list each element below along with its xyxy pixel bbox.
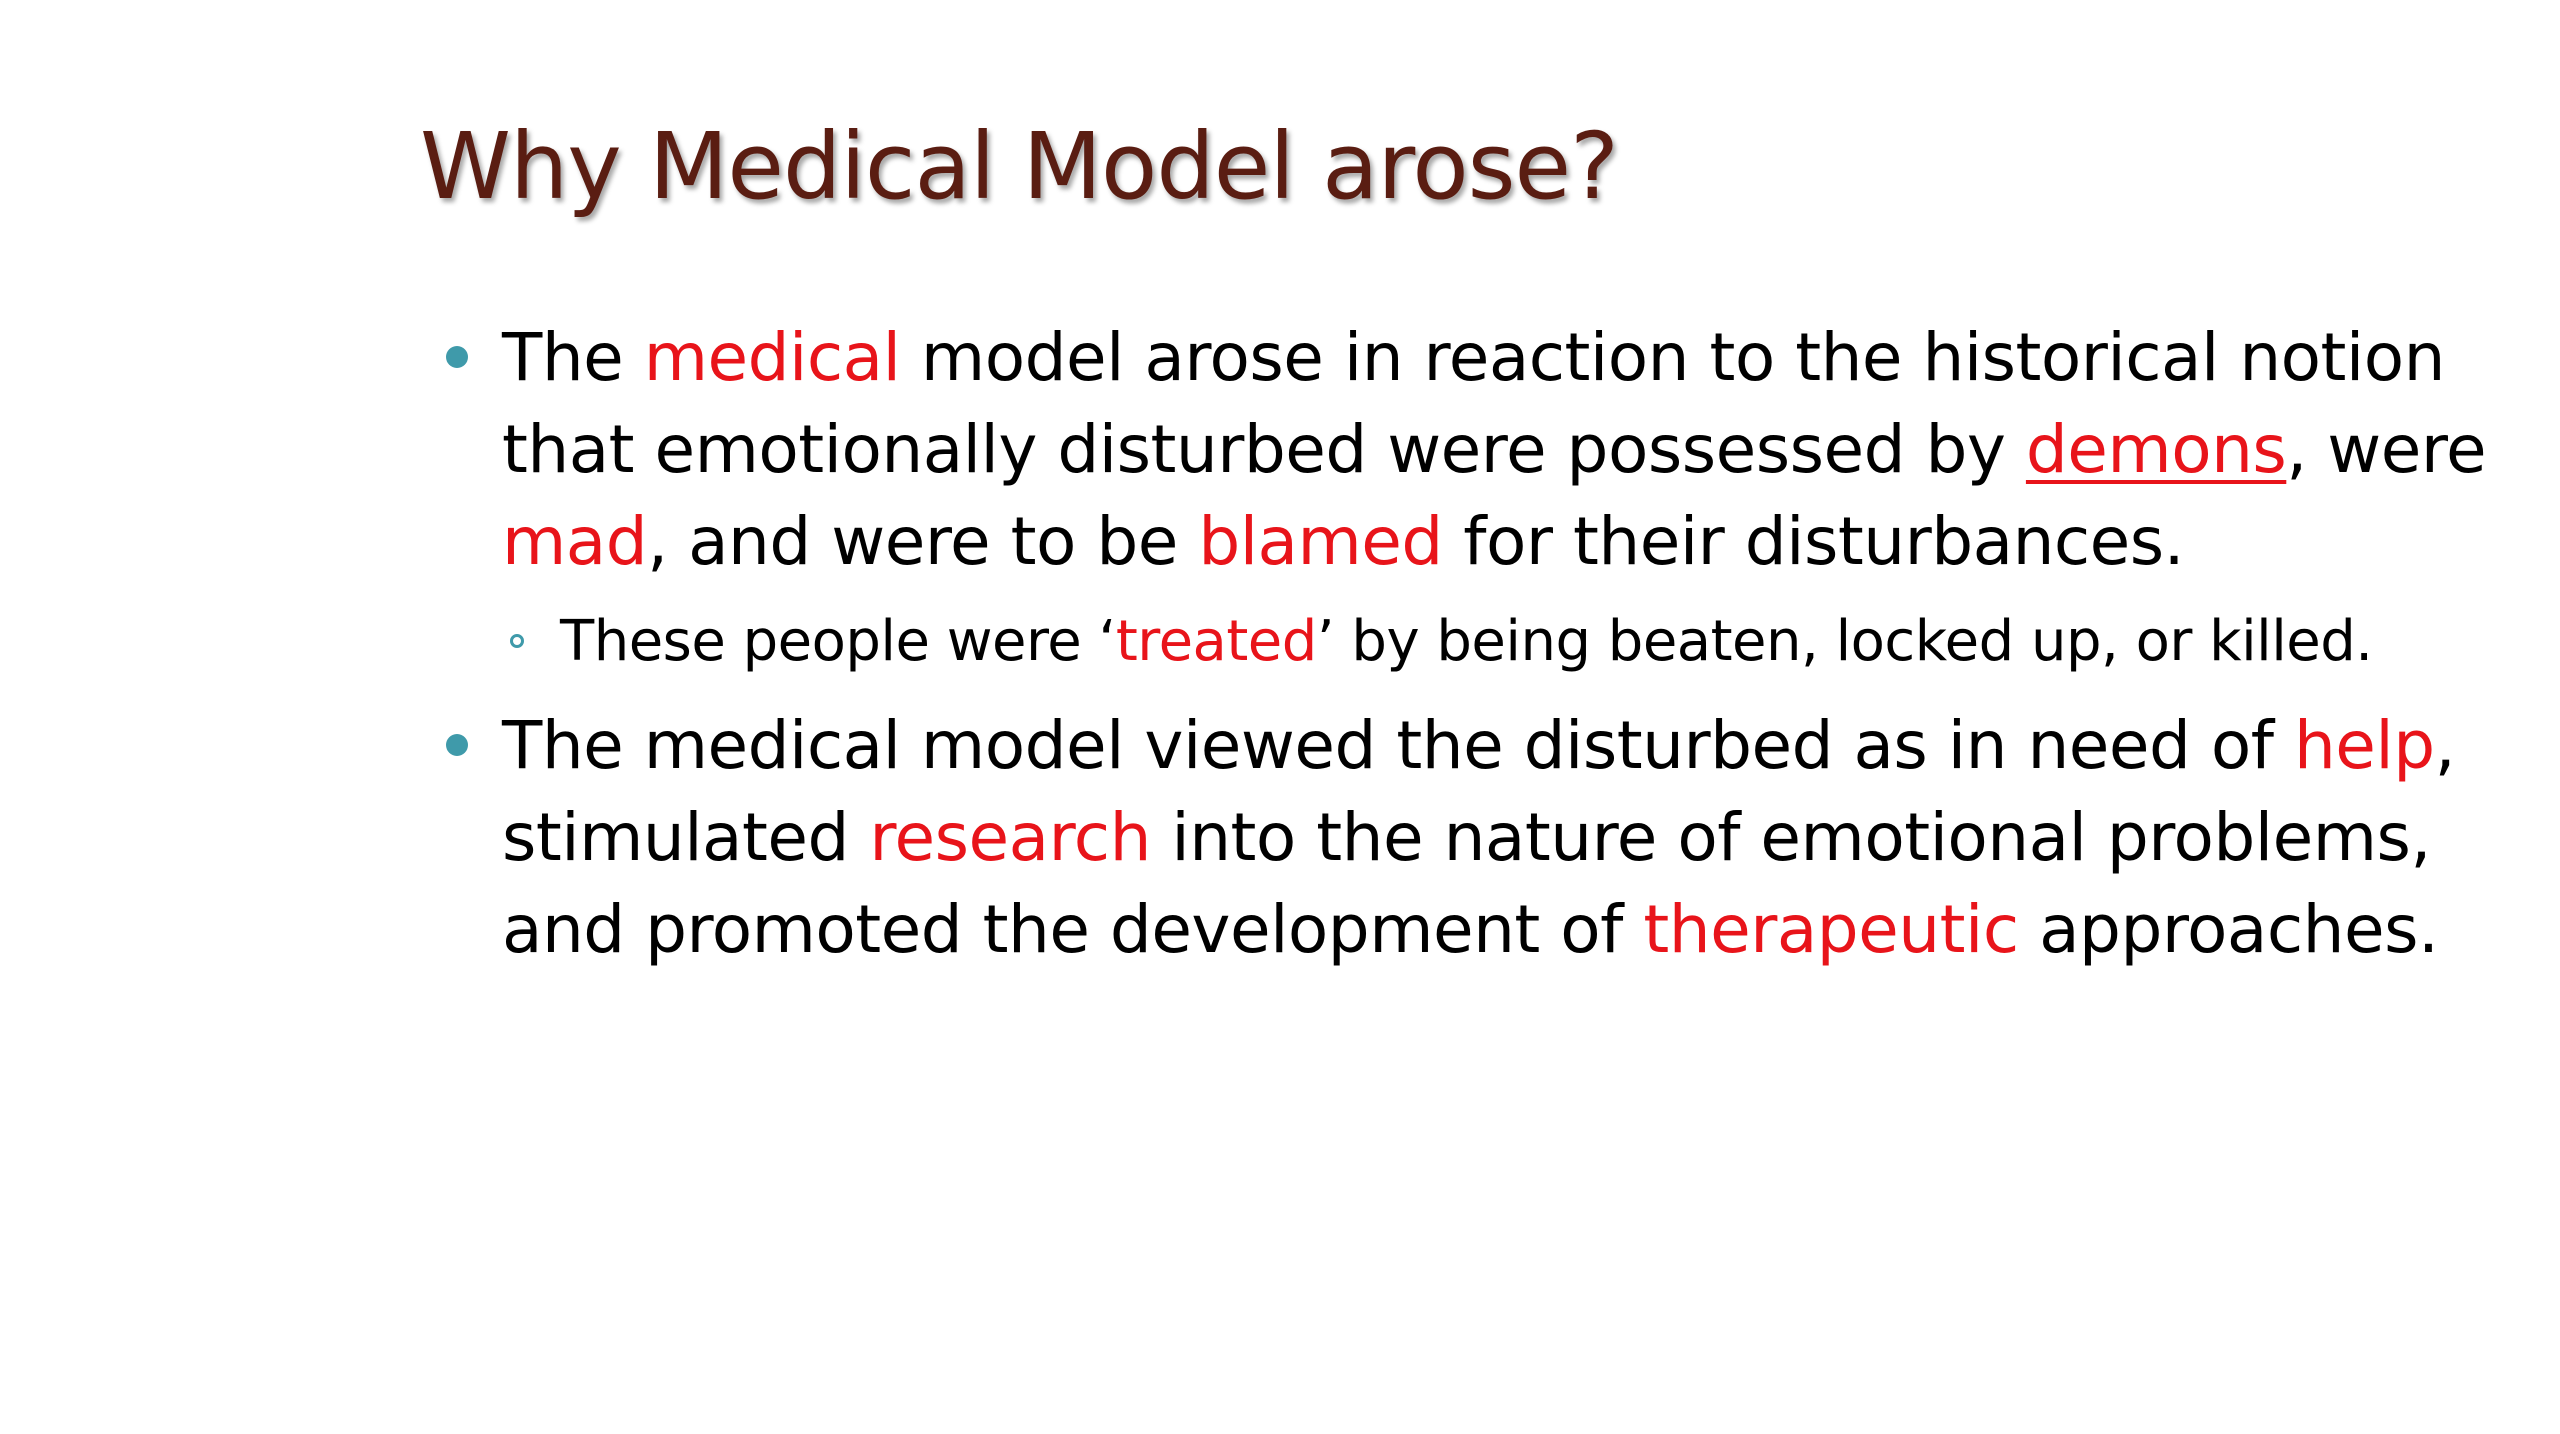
bullet-item-1	[440, 312, 2520, 588]
highlight-help: help	[2293, 707, 2435, 784]
text: The	[502, 319, 644, 396]
highlight-treated: treated	[1115, 609, 1317, 674]
highlight-demons-link[interactable]: demons	[2025, 411, 2287, 488]
highlight-blamed: blamed	[1198, 503, 1443, 580]
slide-body	[440, 312, 2520, 976]
text: , and were to be	[647, 503, 1199, 580]
sub-bullet-ring-icon	[510, 634, 524, 648]
text: approaches.	[2018, 891, 2439, 968]
text: , stimulated	[502, 707, 2456, 876]
text: These people were ‘	[560, 609, 1116, 674]
bullet-dot-icon	[446, 346, 468, 368]
bullet-dot-icon	[446, 734, 468, 756]
text: ’ by being beaten, locked up, or killed.	[1316, 609, 2373, 674]
bullet-item-2	[440, 700, 2520, 976]
text: into the nature of emotional problems, and promoted the development of	[502, 799, 2431, 968]
highlight-research: research	[869, 799, 1151, 876]
highlight-medical: medical	[643, 319, 901, 396]
text: The medical model viewed the disturbed as in need of	[502, 707, 2294, 784]
text: model arose in reaction to the historical notion that emotionally disturbed were possessed by	[502, 319, 2445, 488]
text: , were	[2286, 411, 2487, 488]
slide-title: Why Medical Model arose?	[420, 113, 1618, 220]
text: for their disturbances.	[1442, 503, 2185, 580]
highlight-mad: mad	[502, 503, 648, 580]
sub-bullet-item-1	[440, 602, 2520, 682]
highlight-therapeutic: therapeutic	[1643, 891, 2019, 968]
